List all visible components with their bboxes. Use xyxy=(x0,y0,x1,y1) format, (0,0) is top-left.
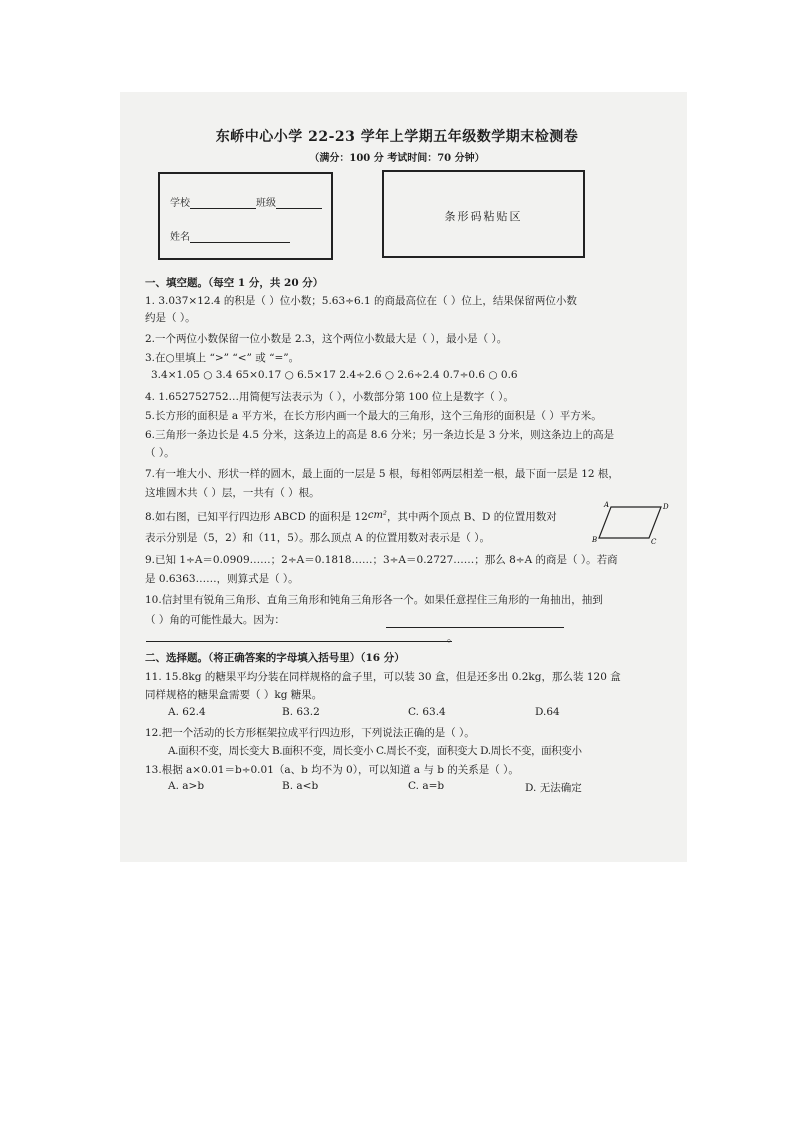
class-label: 班级 xyxy=(256,198,276,209)
q1-line2: 约是（ ）。 xyxy=(145,312,196,324)
q6-line2: （ ）。 xyxy=(145,447,175,459)
parallelogram-shape xyxy=(599,507,661,538)
q9-line2: 是 0.6363……，则算式是（ ）。 xyxy=(145,573,299,585)
school-blank[interactable] xyxy=(190,196,256,209)
vertex-a-label: A xyxy=(604,501,610,509)
name-row xyxy=(170,228,290,243)
vertex-d-label: D xyxy=(663,503,669,511)
q9-line1: 9.已知 1÷A＝0.0909……；2÷A＝0.1818……；3÷A＝0.2727……；那么 8÷A 的商是（ ）。若商 xyxy=(145,554,618,566)
q13-option-d: D. 无法确定 xyxy=(525,782,582,794)
exam-title: 东峤中心小学 22-23 学年上学期五年级数学期末检测卷 xyxy=(215,129,579,145)
exam-subtitle: （满分：100 分 考试时间：70 分钟） xyxy=(309,153,485,164)
q8-line1 xyxy=(145,509,557,524)
q5: 5.长方形的面积是 a 平方米，在长方形内画一个最大的三角形，这个三角形的面积是（ ）平方米。 xyxy=(145,410,602,422)
q2: 2.一个两位小数保留一位小数是 2.3，这个两位小数最大是（ ），最小是（ ）。 xyxy=(145,333,508,345)
student-info-box xyxy=(158,172,333,260)
section2-heading: 二、选择题。（将正确答案的字母填入括号里）（16 分） xyxy=(145,652,405,664)
q7-line2: 这堆圆木共（ ）层，一共有（ ）根。 xyxy=(145,487,320,499)
q11-option-a: A. 62.4 xyxy=(168,706,206,718)
q10-reason-blank[interactable] xyxy=(386,627,564,628)
q3-items: 3.4×1.05 ○ 3.4 65×0.17 ○ 6.5×17 2.4÷2.6 ○ 2.6÷2.4 0.7÷0.6 ○ 0.6 xyxy=(151,369,518,381)
vertex-b-label: B xyxy=(592,536,598,544)
parallelogram-figure xyxy=(589,498,671,544)
barcode-area xyxy=(382,170,585,258)
q10-line1: 10.信封里有锐角三角形、直角三角形和钝角三角形各一个。如果任意捏住三角形的一角抽出，抽到 xyxy=(145,594,603,606)
school-class-row xyxy=(170,194,322,209)
name-label: 姓名 xyxy=(170,232,190,243)
barcode-label: 条形码粘贴区 xyxy=(444,210,523,223)
section1-heading: 一、填空题。（每空 1 分，共 20 分） xyxy=(145,277,324,289)
q8-text-pre: 8.如右图，已知平行四边形 ABCD 的面积是 12 xyxy=(145,511,368,523)
vertex-c-label: C xyxy=(651,538,657,544)
q10-end-mark: 。 xyxy=(447,632,458,644)
q13-option-a: A. a>b xyxy=(168,780,205,792)
q10-reason-blank-2[interactable] xyxy=(146,641,452,642)
q11-option-c: C. 63.4 xyxy=(408,706,446,718)
class-blank[interactable] xyxy=(276,196,322,209)
q8-unit: cm² xyxy=(367,510,387,521)
q6-line1: 6.三角形一条边长是 4.5 分米，这条边上的高是 8.6 分米；另一条边长是 3 分米，则这条边上的高是 xyxy=(145,429,615,441)
q11-option-d: D.64 xyxy=(535,706,560,718)
q10-line2: （ ）角的可能性最大。因为： xyxy=(145,614,285,626)
q8-text-post: ，其中两个顶点 B、D 的位置用数对 xyxy=(386,511,557,523)
q12: 12.把一个活动的长方形框架拉成平行四边形，下列说法正确的是（ ）。 xyxy=(145,727,475,739)
q13-option-b: B. a<b xyxy=(282,780,319,792)
q3: 3.在○里填上 “>” “<” 或 “=”。 xyxy=(145,352,300,364)
q4: 4. 1.652752752…用简便写法表示为（ ），小数部分第 100 位上是数字（ ）。 xyxy=(145,391,514,403)
school-label: 学校 xyxy=(170,198,190,209)
q11-line1: 11. 15.8kg 的糖果平均分装在同样规格的盒子里，可以装 30 盒，但是还多出 0.2kg，那么装 120 盒 xyxy=(145,671,621,683)
name-blank[interactable] xyxy=(190,230,290,243)
q11-option-b: B. 63.2 xyxy=(282,706,320,718)
q7-line1: 7.有一堆大小、形状一样的圆木，最上面的一层是 5 根，每相邻两层相差一根，最下面一层是 12 根， xyxy=(145,468,619,480)
q8-line2: 表示分别是（5，2）和（11，5）。那么顶点 A 的位置用数对表示是（ ）。 xyxy=(145,532,490,544)
q1-line1: 1. 3.037×12.4 的积是（ ）位小数；5.63÷6.1 的商最高位在（ ）位上，结果保留两位小数 xyxy=(145,295,577,307)
q13: 13.根据 a×0.01＝b÷0.01（a、b 均不为 0），可以知道 a 与 b 的关系是（ ）。 xyxy=(145,764,519,776)
q13-option-c: C. a=b xyxy=(408,780,445,792)
q11-line2: 同样规格的糖果盒需要（ ）kg 糖果。 xyxy=(145,689,323,701)
q12-options: A.面积不变，周长变大 B.面积不变，周长变小 C.周长不变，面积变大 D.周长不变，面积变小 xyxy=(168,745,582,757)
